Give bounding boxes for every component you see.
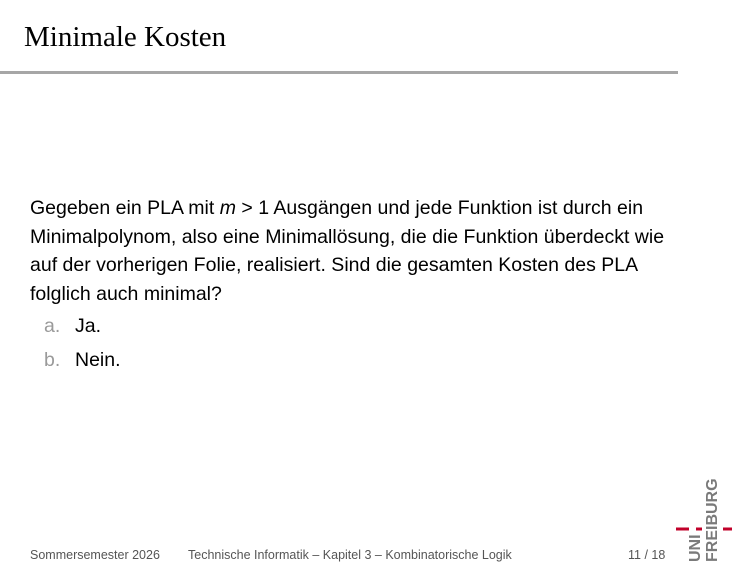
logo-freiburg-text: FREIBURG	[704, 478, 721, 562]
footer-course-title: Technische Informatik – Kapitel 3 – Kombinatorische Logik	[188, 548, 512, 562]
logo-uni-text: UNI	[687, 534, 704, 562]
footer-semester: Sommersemester 2026	[30, 548, 160, 562]
option-label: Nein.	[75, 349, 121, 371]
title-rule	[0, 71, 678, 74]
uni-freiburg-logo	[672, 474, 756, 567]
option-label: Ja.	[75, 315, 102, 337]
answer-options	[44, 312, 121, 380]
question-text	[30, 194, 690, 308]
option-b[interactable]	[44, 346, 121, 380]
option-letter: b.	[44, 349, 61, 371]
footer-page-number: 11 / 18	[628, 548, 666, 562]
question-variable-m: m	[219, 197, 236, 219]
option-a[interactable]	[44, 312, 121, 346]
slide-title: Minimale Kosten	[24, 21, 227, 53]
question-text-end: > 1 Ausgängen und jede Funktion ist durch ein Minimalpolynom, also eine Minimallösung, die die Funktion überdeckt wie auf der vorherigen Folie, realisiert. Sind die gesamten Kosten des PLA folglich auch minimal?	[30, 197, 665, 305]
question-text-start: Gegeben ein PLA mit	[30, 197, 220, 219]
option-letter: a.	[44, 315, 61, 337]
